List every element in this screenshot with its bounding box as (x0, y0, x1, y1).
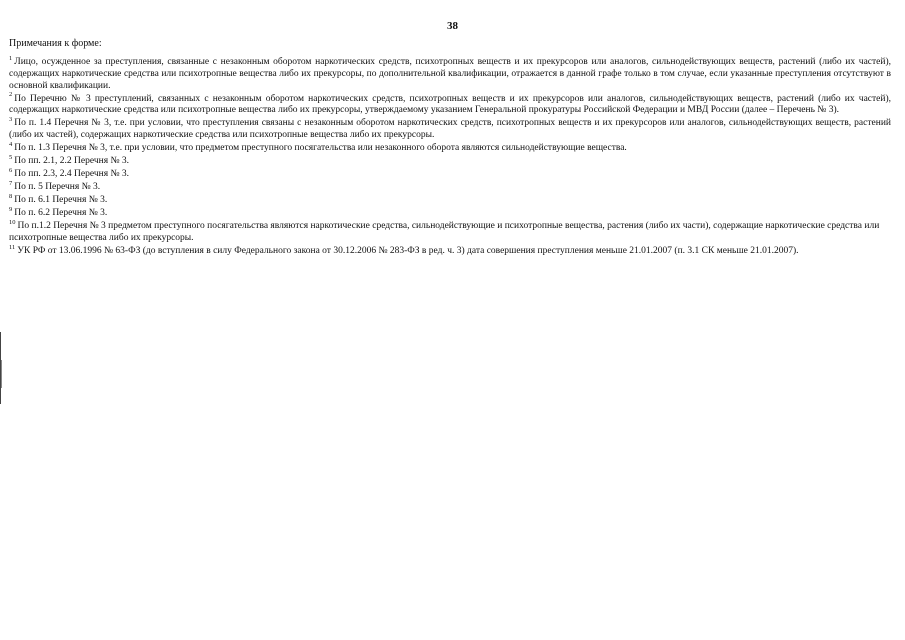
note-text: По п. 6.1 Перечня № 3. (14, 195, 108, 206)
note-6 (9, 166, 891, 181)
notes-list (9, 54, 891, 259)
footnote-marker: 9 (9, 205, 13, 213)
footnote-marker: 11 (9, 243, 16, 251)
page-number: 38 (447, 20, 458, 32)
note-text: По п. 1.3 Перечня № 3, т.е. при условии, что предметом преступного посягательства или незаконного оборота являются сильнодействующие вещества. (14, 143, 627, 154)
footnote-marker: 8 (9, 192, 13, 200)
note-text: УК РФ от 13.06.1996 № 63-ФЗ (до вступления в силу Федерального закона от 30.12.2006 № 283-ФЗ в ред. ч. 3) дата совершения преступления меньше 21.01.2007 (п. 3.1 СК меньше 21.01.2007). (17, 245, 799, 256)
note-text: По п. 5 Перечня № 3. (14, 182, 101, 193)
note-9 (9, 205, 891, 220)
footnote-marker: 2 (9, 91, 13, 99)
footnote-marker: 4 (9, 140, 13, 148)
note-1 (9, 54, 891, 92)
note-text: По Перечню № 3 преступлений, связанных с незаконным оборотом наркотических средств, психотропных веществ и их прекурсоров или аналогов, сильнодействующих веществ, растений (либо их частей), содержащих наркотические средства или психотропные вещества либо их прекурсоры, утверждаемому указанием Генеральной прокуратуры Российской Федерации и МВД России (далее – Перечень № 3). (9, 93, 891, 116)
footnote-marker: 3 (9, 116, 13, 124)
scan-edge-mark (1, 360, 2, 388)
note-5 (9, 153, 891, 168)
note-text: По пп. 2.3, 2.4 Перечня № 3. (14, 169, 130, 180)
note-text: Лицо, осужденное за преступления, связанные с незаконным оборотом наркотических средств, психотропных веществ и их прекурсоров или аналогов, сильнодействующих веществ, растений (либо их частей), содержащих наркотические средства или психотропные вещества либо их прекурсоры, по дополнительной квалификации, отражается в данной графе только в том случае, если указанные преступления отсутствуют в основной квалификации. (9, 57, 891, 91)
footnote-marker: 6 (9, 166, 13, 174)
note-8 (9, 192, 891, 207)
note-3 (9, 118, 891, 142)
notes-heading: Примечания к форме: (9, 38, 102, 49)
note-4 (9, 140, 891, 155)
note-text: По п.1.2 Перечня № 3 предметом преступного посягательства являются наркотические средства, сильнодействующие и психотропные вещества, растения (либо их части), содержащие наркотические средства или психотропные вещества либо их прекурсоры. (9, 221, 880, 243)
footnote-marker: 1 (9, 54, 13, 62)
note-11 (9, 243, 891, 258)
note-2 (9, 91, 891, 118)
footnote-marker: 7 (9, 179, 13, 187)
footnote-marker: 10 (9, 218, 16, 226)
note-text: По пп. 2.1, 2.2 Перечня № 3. (14, 156, 130, 167)
note-7 (9, 179, 891, 194)
footnote-marker: 5 (9, 153, 13, 161)
note-text: По п. 6.2 Перечня № 3. (14, 208, 108, 219)
note-text: По п. 1.4 Перечня № 3, т.е. при условии, что преступления связаны с незаконным оборотом наркотических средств, психотропных веществ и их прекурсоров или аналогов, сильнодействующих веществ, растений (либо их частей), содержащих наркотические средства или психотропные вещества либо их прекурсоры. (9, 118, 891, 141)
note-10 (9, 218, 891, 245)
